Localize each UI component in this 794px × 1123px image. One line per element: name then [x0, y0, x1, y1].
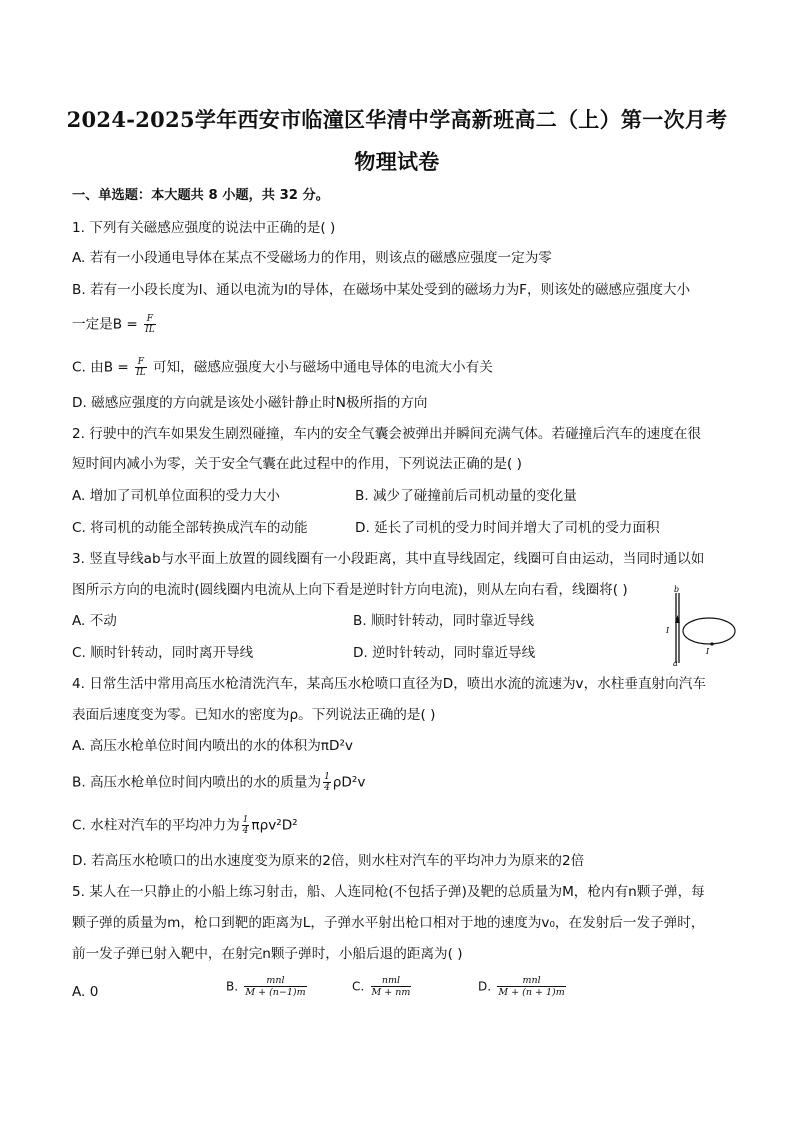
frac-num: 1 [324, 772, 330, 782]
frac-num: nml [371, 975, 412, 987]
q5-option-c [352, 975, 413, 998]
wire-loop-figure [660, 585, 740, 667]
q2-option-b: B. 减少了碰撞前后司机动量的变化量 [355, 488, 577, 504]
frac-den: 4 [324, 783, 330, 793]
q4-option-a: A. 高压水枪单位时间内喷出的水的体积为πD²v [72, 738, 353, 754]
q4-stem-line1: 4. 日常生活中常用高压水枪清洗汽车，某高压水枪喷口直径为D，喷出水流的流速为v，水柱垂直射向汽车 [72, 676, 706, 692]
q1-b-prefix: 一定是B = [72, 316, 138, 333]
fraction-f-over-il [135, 357, 147, 378]
q3-stem-line2: 图所示方向的电流时(圆线圈内电流从上向下看是逆时针方向电流)，则从左向右看，线圈将( ) [72, 582, 628, 598]
q5-option-d [478, 975, 568, 998]
q2-stem-line2: 短时间内减小为零，关于安全气囊在此过程中的作用，下列说法正确的是( ) [72, 456, 522, 472]
q5-c-label: C. [352, 979, 365, 994]
q5-stem-line2: 颗子弹的质量为m，枪口到靶的距离为L，子弹水平射出枪口相对于地的速度为v₀，在发射后一发子弹时， [72, 915, 705, 931]
frac-num: mnl [244, 975, 306, 987]
q3-option-d: D. 逆时针转动，同时靠近导线 [353, 645, 536, 661]
section-heading: 一、单选题：本大题共 8 小题，共 32 分。 [72, 188, 329, 203]
q4-c-prefix: C. 水柱对汽车的平均冲力为 [72, 817, 240, 834]
q5-b-label: B. [226, 979, 239, 994]
q5-option-a: A. 0 [72, 984, 99, 1000]
q5-stem-line1: 5. 某人在一只静止的小船上练习射击，船、人连同枪(不包括子弹)及靶的总质量为M，枪内有n颗子弹，每 [72, 884, 705, 900]
frac-num: F [135, 357, 147, 368]
q5-d-label: D. [478, 979, 492, 994]
q1-option-a: A. 若有一小段通电导体在某点不受磁场力的作用，则该点的磁感应强度一定为零 [72, 250, 552, 266]
q4-stem-line2: 表面后速度变为零。已知水的密度为ρ。下列说法正确的是( ) [72, 707, 436, 723]
q4-option-c [72, 815, 298, 836]
coil-point [710, 642, 713, 645]
q1-option-c [72, 357, 493, 378]
q4-option-b [72, 772, 365, 793]
q4-b-prefix: B. 高压水枪单位时间内喷出的水的质量为 [72, 774, 322, 791]
q5-b-fraction [244, 975, 306, 998]
q5-c-fraction [371, 975, 412, 998]
frac-den: M + nm [371, 987, 411, 998]
circular-coil [683, 618, 735, 644]
label-a: a [673, 659, 678, 667]
q2-stem-line1: 2. 行驶中的汽车如果发生剧烈碰撞，车内的安全气囊会被弹出并瞬间充满气体。若碰撞后汽车的速度在很 [72, 426, 702, 442]
frac-num: F [144, 314, 156, 325]
q5-stem-line3: 前一发子弹已射入靶中，在射完n颗子弹时，小船后退的距离为( ) [72, 946, 463, 962]
fraction-one-quarter [242, 815, 250, 836]
label-current-wire: I [666, 626, 670, 635]
q1-c-suffix: 可知，磁感应强度大小与磁场中通电导体的电流大小有关 [152, 359, 493, 376]
frac-den: IL [136, 368, 146, 378]
q3-option-c: C. 顺时针转动，同时离开导线 [72, 645, 254, 661]
q4-option-d: D. 若高压水枪喷口的出水速度变为原来的2倍，则水柱对汽车的平均冲力为原来的2倍 [72, 853, 585, 869]
q1-option-d: D. 磁感应强度的方向就是该处小磁针静止时N极所指的方向 [72, 395, 428, 411]
q1-option-b-formula [72, 314, 158, 335]
frac-den: M + (n + 1)m [498, 987, 565, 998]
q2-option-a: A. 增加了司机单位面积的受力大小 [72, 488, 281, 504]
q1-stem: 1. 下列有关磁感应强度的说法中正确的是( ) [72, 220, 336, 236]
fraction-f-over-il [144, 314, 156, 335]
frac-den: M + (n−1)m [245, 987, 306, 998]
q4-b-suffix: ρD²v [332, 774, 366, 791]
q3-option-b: B. 顺时针转动，同时靠近导线 [353, 613, 535, 629]
frac-num: mnl [497, 975, 565, 987]
fraction-one-quarter [323, 772, 331, 793]
frac-den: 4 [242, 826, 249, 836]
q3-stem-line1: 3. 竖直导线ab与水平面上放置的圆线圈有一小段距离，其中直导线固定，线圈可自由运动，当同时通以如 [72, 551, 705, 567]
exam-subtitle: 物理试卷 [354, 149, 440, 174]
q1-c-prefix: C. 由B = [72, 359, 129, 376]
frac-num: 1 [242, 815, 249, 825]
q5-d-fraction [497, 975, 565, 998]
label-b: b [674, 585, 680, 594]
q3-option-a: A. 不动 [72, 613, 117, 629]
q5-option-b [226, 975, 309, 998]
frac-den: IL [145, 325, 155, 335]
q2-option-d: D. 延长了司机的受力时间并增大了司机的受力面积 [355, 520, 660, 536]
q2-option-c: C. 将司机的动能全部转换成汽车的动能 [72, 520, 308, 536]
exam-title: 2024-2025学年西安市临潼区华清中学高新班高二（上）第一次月考 [66, 107, 728, 132]
q1-option-b: B. 若有一小段长度为l、通以电流为I的导体，在磁场中某处受到的磁场力为F，则该处的磁感应强度大小 [72, 282, 691, 298]
q4-c-suffix: πρv²D² [251, 817, 298, 834]
label-current-coil: I [706, 647, 710, 656]
